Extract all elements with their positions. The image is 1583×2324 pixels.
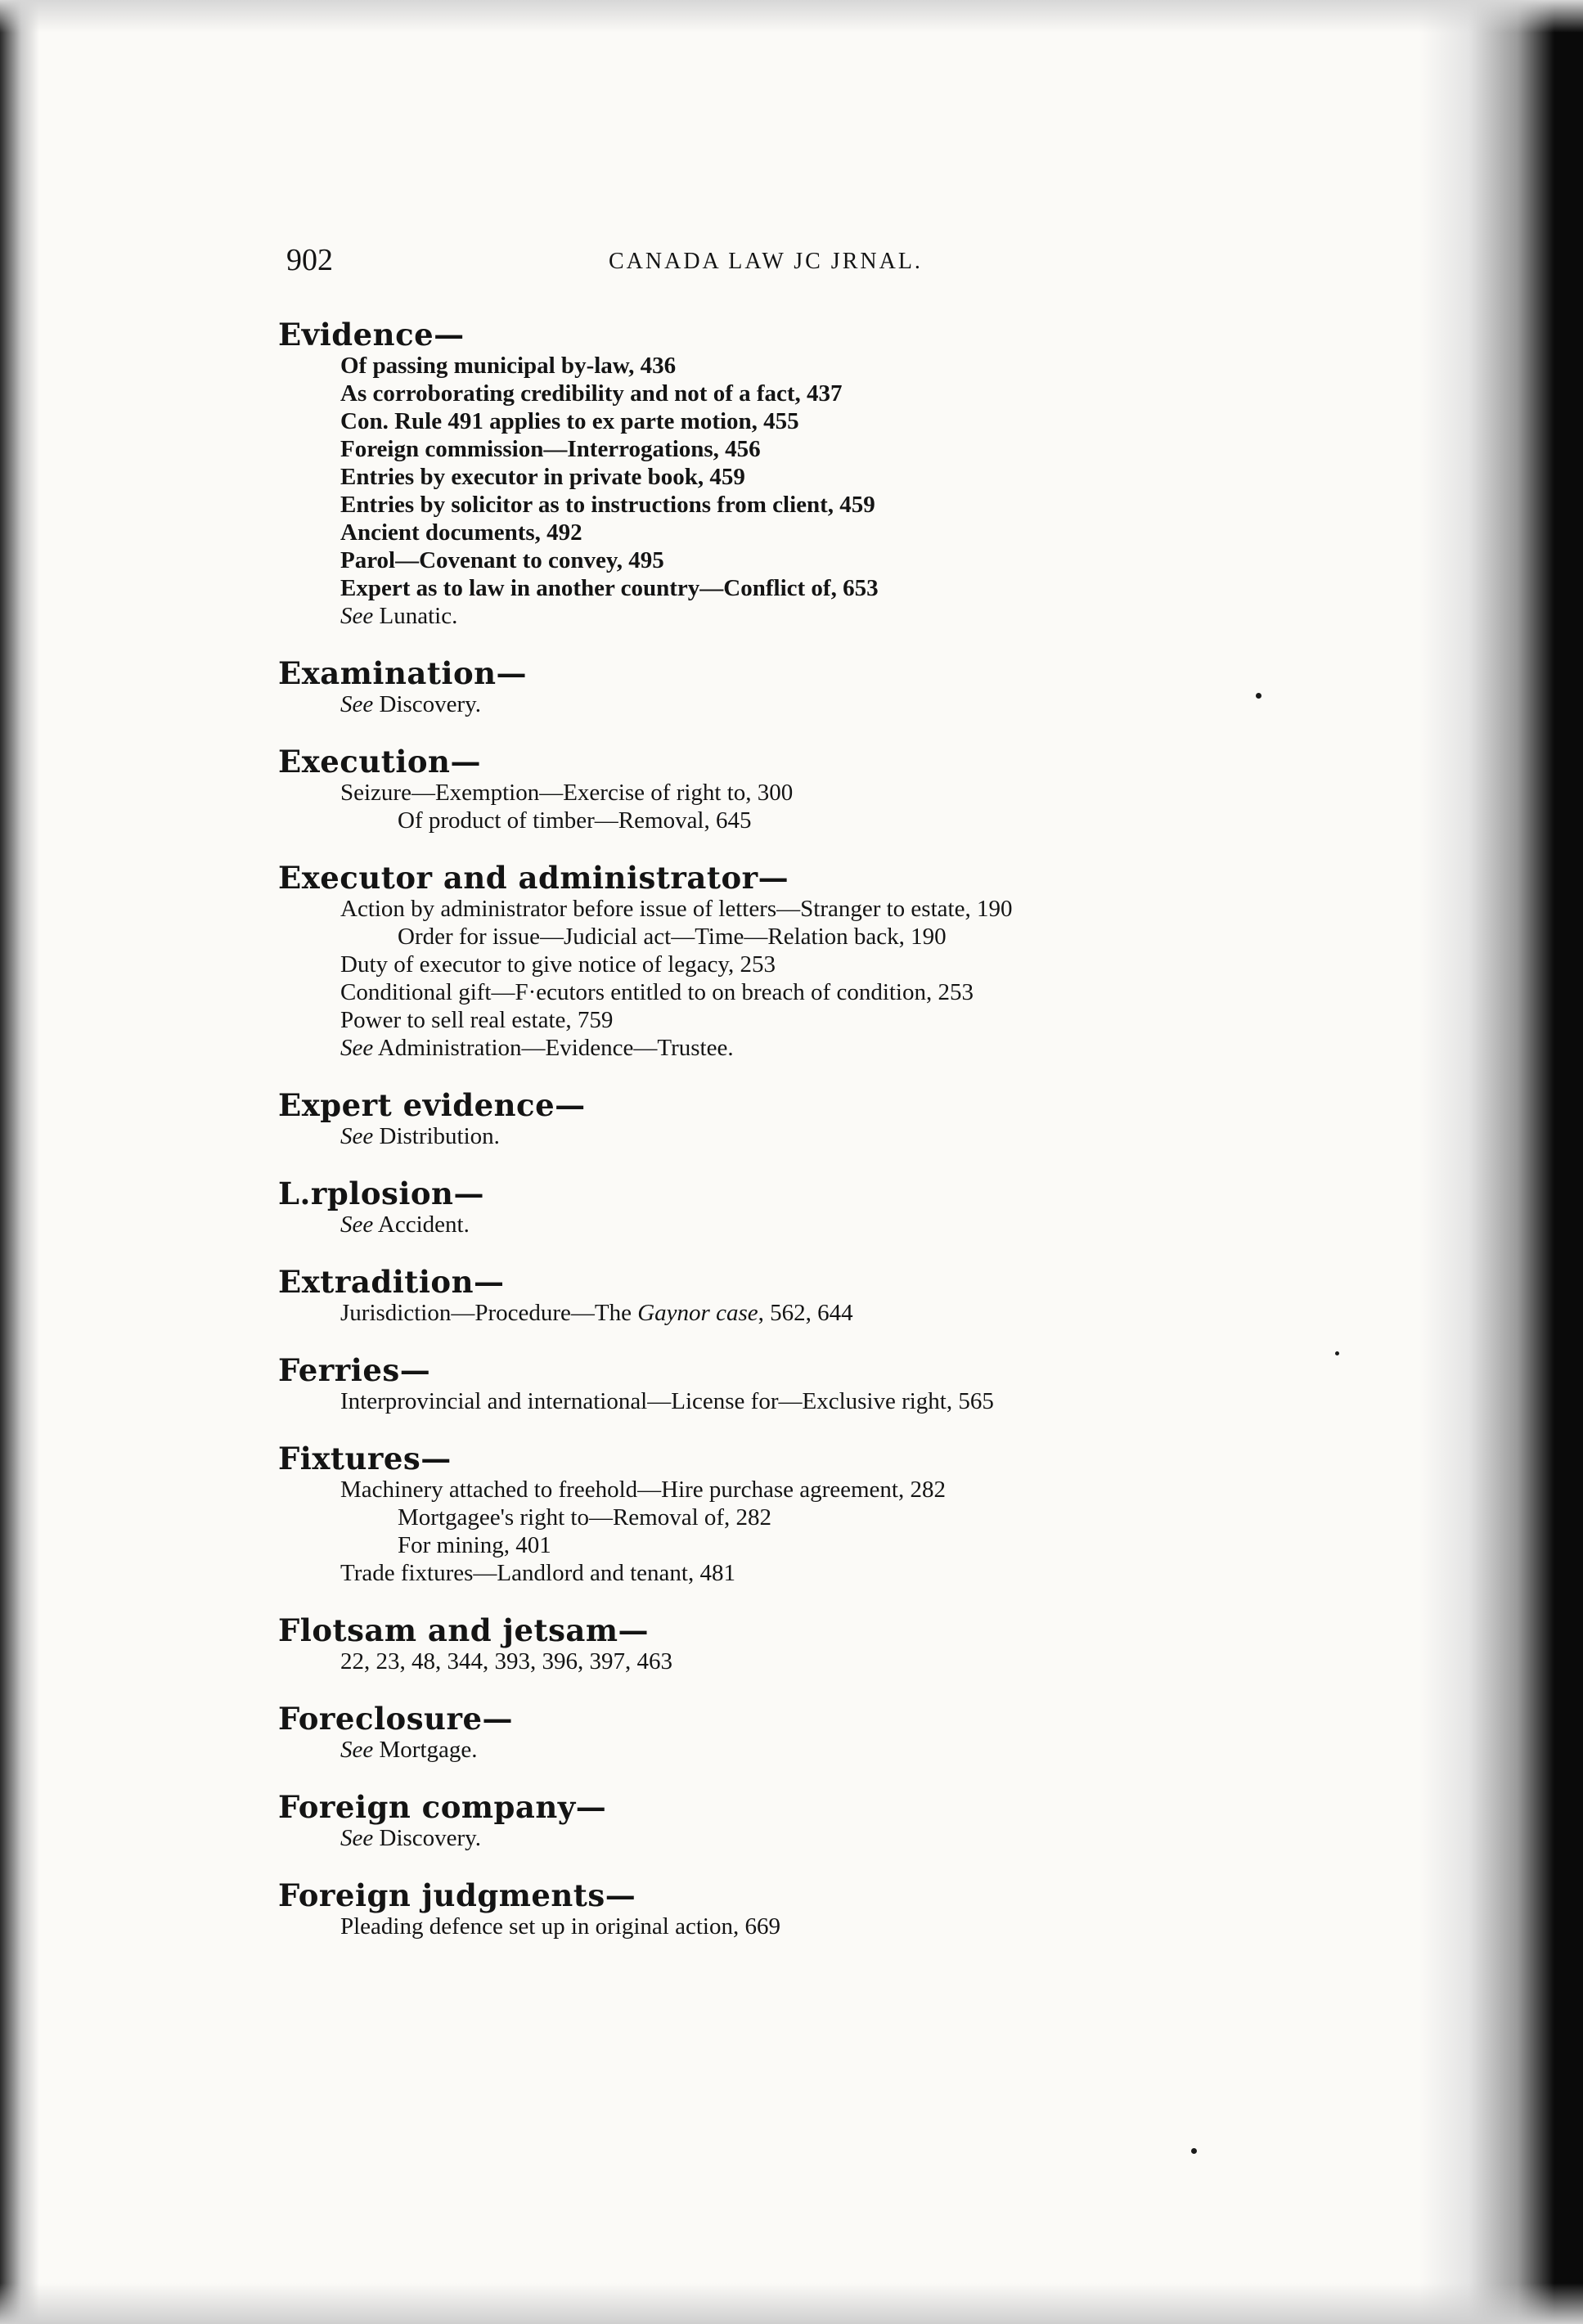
- index-entry: [278, 1353, 1342, 1415]
- entry-line: Parol—Covenant to convey, 495: [340, 547, 664, 573]
- running-title: CANADA LAW JC JRNAL.: [609, 249, 923, 274]
- entry-line: Expert as to law in another country—Conflict of, 653: [340, 575, 879, 601]
- entry-heading: Foreclosure—: [278, 1701, 513, 1737]
- entry-line: Entries by executor in private book, 459: [340, 464, 745, 490]
- index-entry: [278, 1878, 1342, 1940]
- entry-line: [278, 1824, 1342, 1852]
- entry-line: Of passing municipal by-law, 436: [340, 353, 677, 379]
- page-number: 902: [286, 243, 333, 277]
- index-entry: [278, 744, 1342, 834]
- see-reference-label: See: [340, 1825, 374, 1851]
- entry-heading: Fixtures—: [278, 1441, 452, 1477]
- index-entry: [278, 1088, 1342, 1150]
- page-header: [286, 242, 1309, 283]
- index-entry: [278, 656, 1342, 718]
- scan-top-edge: [0, 0, 1583, 33]
- index-entry: [278, 1176, 1342, 1238]
- entry-heading: L.rplosion—: [278, 1175, 484, 1211]
- entry-line: As corroborating credibility and not of a fact, 437: [340, 380, 843, 407]
- entry-line: Action by administrator before issue of letters—Stranger to estate, 190: [340, 896, 1013, 922]
- entry-heading: Examination—: [278, 655, 528, 691]
- index-entry: [278, 1701, 1342, 1764]
- entry-line: For mining, 401: [398, 1532, 551, 1558]
- entry-line: [278, 1034, 1342, 1062]
- entry-heading: Flotsam and jetsam—: [278, 1612, 650, 1648]
- see-reference-target: Administration—Evidence—Trustee.: [377, 1035, 734, 1061]
- entry-line: Conditional gift—F·ecutors entitled to on breach of condition, 253: [340, 979, 974, 1005]
- entry-line: Foreign commission—Interrogations, 456: [340, 436, 761, 462]
- index-entry: [278, 1265, 1342, 1327]
- entry-line: Entries by solicitor as to instructions from client, 459: [340, 492, 875, 518]
- case-name: Gaynor case: [637, 1300, 758, 1326]
- entry-line: Con. Rule 491 applies to ex parte motion, 455: [340, 408, 799, 434]
- entry-line: Duty of executor to give notice of legacy, 253: [340, 951, 776, 978]
- entry-line: Seizure—Exemption—Exercise of right to, 300: [340, 780, 794, 806]
- entry-heading: Foreign company—: [278, 1789, 607, 1825]
- scan-bottom-edge: [0, 2283, 1583, 2324]
- entry-heading: Executor and administrator—: [278, 860, 789, 896]
- entry-line: [278, 690, 1342, 718]
- line-text: , 562, 644: [758, 1300, 853, 1326]
- scan-left-edge: [0, 0, 39, 2324]
- entry-line: [278, 1299, 1342, 1327]
- see-reference-label: See: [340, 691, 374, 717]
- entry-line: [278, 1122, 1342, 1150]
- entry-heading: Expert evidence—: [278, 1087, 586, 1123]
- see-reference-label: See: [340, 1123, 374, 1149]
- entry-heading: Extradition—: [278, 1264, 505, 1300]
- see-reference-label: See: [340, 1737, 374, 1763]
- see-reference-target: Discovery.: [379, 691, 482, 717]
- entry-heading: Ferries—: [278, 1352, 431, 1388]
- see-reference-target: Mortgage.: [379, 1737, 478, 1763]
- entry-line: 22, 23, 48, 344, 393, 396, 397, 463: [340, 1648, 672, 1674]
- entry-heading: Evidence—: [278, 317, 465, 353]
- line-text: Jurisdiction—Procedure—The: [340, 1300, 638, 1326]
- entry-line: [278, 1736, 1342, 1764]
- entry-line: Of product of timber—Removal, 645: [398, 807, 752, 834]
- entry-line: Pleading defence set up in original action, 669: [340, 1913, 780, 1940]
- entry-line: Order for issue—Judicial act—Time—Relation back, 190: [398, 924, 947, 950]
- ink-speck: [1191, 2148, 1197, 2154]
- entry-heading: Foreign judgments—: [278, 1877, 636, 1913]
- see-reference-label: See: [340, 1035, 374, 1061]
- see-reference-target: Distribution.: [379, 1123, 500, 1149]
- entry-line: [278, 602, 1342, 630]
- entry-line: Ancient documents, 492: [340, 519, 582, 546]
- see-reference-target: Lunatic.: [379, 603, 458, 629]
- index-entry: [278, 1613, 1342, 1675]
- scan-right-edge: [1419, 0, 1583, 2324]
- entry-line: Trade fixtures—Landlord and tenant, 481: [340, 1560, 735, 1586]
- index-entry: [278, 317, 1342, 630]
- see-reference-target: Accident.: [377, 1211, 470, 1238]
- entry-line: Machinery attached to freehold—Hire purchase agreement, 282: [340, 1477, 946, 1503]
- entry-line: [278, 1211, 1342, 1238]
- entry-line: Mortgagee's right to—Removal of, 282: [398, 1504, 772, 1531]
- index-entry: [278, 861, 1342, 1062]
- entry-heading: Execution—: [278, 744, 481, 780]
- index-content: [278, 317, 1342, 1967]
- see-reference-label: See: [340, 1211, 374, 1238]
- index-entry: [278, 1790, 1342, 1852]
- see-reference-label: See: [340, 603, 374, 629]
- see-reference-target: Discovery.: [379, 1825, 482, 1851]
- entry-line: Power to sell real estate, 759: [340, 1007, 614, 1033]
- index-entry: [278, 1441, 1342, 1587]
- entry-line: Interprovincial and international—License for—Exclusive right, 565: [340, 1388, 994, 1414]
